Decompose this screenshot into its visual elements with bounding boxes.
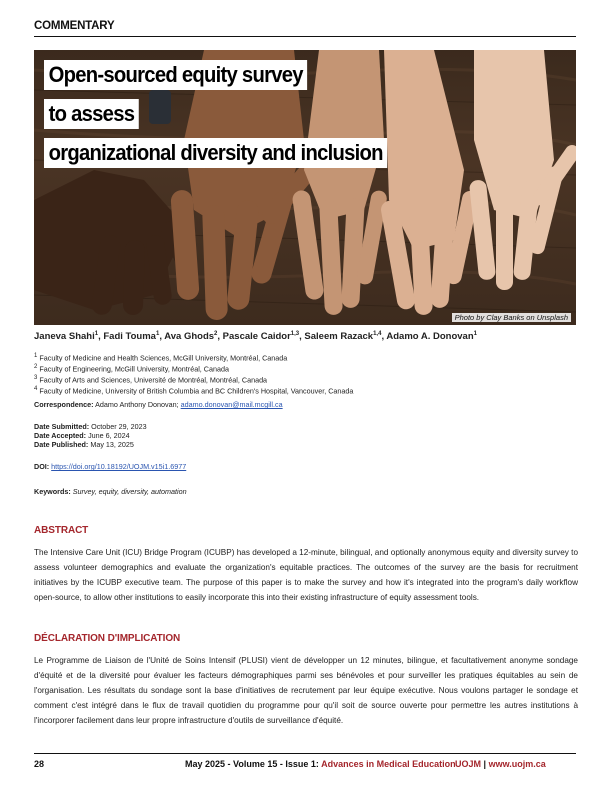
footer-divider	[34, 753, 576, 754]
affiliations	[34, 352, 353, 396]
issue-info: May 2025 - Volume 15 - Issue 1: Advances in Medical Education	[185, 759, 456, 769]
affiliation-item: $^4$ Faculty of Medicine, University of British Columbia and BC Children's Hospital, Vancouver, Canada	[34, 385, 354, 396]
watch-shape	[149, 90, 171, 124]
author-name: Fadi Touma	[103, 331, 156, 343]
doi: DOI: https://doi.org/10.18192/UOJM.v15i1.6977	[34, 462, 187, 471]
affiliation-item: $^3$ Faculty of Arts and Sciences, Université de Montréal, Montréal, Canada	[34, 374, 268, 385]
author-list: Janeva Shahi$^1$, Fadi Touma$^1$, Ava Ghods$^2$, Pascale Caidor$^{1,3}$, Saleem Razack$^{1,4}$, Adamo A. Donovan$^1$	[34, 331, 477, 343]
affiliation-item: $^2$ Faculty of Engineering, McGill University, Montréal, Canada	[34, 363, 229, 374]
hands-on-table-illustration	[34, 50, 576, 325]
author-name: Pascale Caidor	[222, 331, 291, 343]
date-published: Date Published: May 13, 2025	[34, 440, 134, 449]
photo-credit: Photo by Clay Banks on Unsplash	[452, 313, 571, 322]
date-accepted: Date Accepted: June 6, 2024	[34, 431, 130, 440]
author-name: Adamo A. Donovan	[386, 331, 474, 343]
section-label: COMMENTARY	[34, 20, 115, 32]
author-name: Ava Ghods	[164, 331, 215, 343]
declaration-heading: DÉCLARATION D'IMPLICATION	[34, 633, 181, 644]
doi-link[interactable]: https://doi.org/10.18192/UOJM.v15i1.6977	[51, 462, 187, 471]
date-submitted: Date Submitted: October 29, 2023	[34, 422, 147, 431]
declaration-text: Le Programme de Liaison de l'Unité de Soins Intensif (PLUSI) vient de développer un 12 minutes, bilingue, et facultativement anonyme sondage d'équité et de la diversité pour évaluer les facteurs démographiques parmi ses bénévoles et pour surveiller les pratiques équitables au sein de l'organisation. Les résultats du sondage sont la base d'initiatives de recrutement par leur équipe exécutive. Nous voulons partager le sondage et comment c'est intégré dans le flux de travail quotidien du programme pour qu'il soit de source ouverte pour permettre les autres institutions à l'incorporer facilement dans leur propre infrastructure d'outils de surveillance d'équité.	[34, 656, 578, 725]
correspondence-email-link[interactable]: adamo.donovan@mail.mcgill.ca	[180, 400, 283, 409]
journal-site-link[interactable]: www.uojm.ca	[488, 759, 546, 769]
abstract-heading: ABSTRACT	[34, 525, 89, 536]
page-number: 28	[34, 759, 45, 769]
article-title-line-2: to assess	[44, 99, 139, 129]
affiliation-item: $^1$ Faculty of Medicine and Health Sciences, McGill University, Montréal, Canada	[34, 353, 288, 363]
hero-photo	[34, 50, 576, 325]
journal-info: UOJM | www.uojm.ca	[455, 759, 546, 769]
abstract-text: The Intensive Care Unit (ICU) Bridge Program (ICUBP) has developed a 12-minute, bilingual, and optionally anonymous equity and diversity survey to assess volunteer demographics and evaluate the organization's equitable practices. The outcomes of the survey are the basis for recruitment initiatives by the ICUBP executive team. The purpose of this paper is to make the survey and how it's integrated into the program's daily workflow open-source, to allow other institutions to easily incorporate this into their existing infrastructure of equity assessment tools.	[34, 548, 578, 602]
author-name: Janeva Shahi	[34, 331, 95, 343]
article-title-line-1: Open-sourced equity survey	[44, 60, 307, 90]
section-divider	[34, 36, 576, 37]
keywords: Keywords: Survey, equity, diversity, automation	[34, 487, 187, 496]
article-title-line-3: organizational diversity and inclusion	[44, 138, 387, 168]
correspondence: Correspondence: Adamo Anthony Donovan; adamo.donovan@mail.mcgill.ca	[34, 400, 283, 409]
author-name: Saleem Razack	[304, 331, 374, 343]
